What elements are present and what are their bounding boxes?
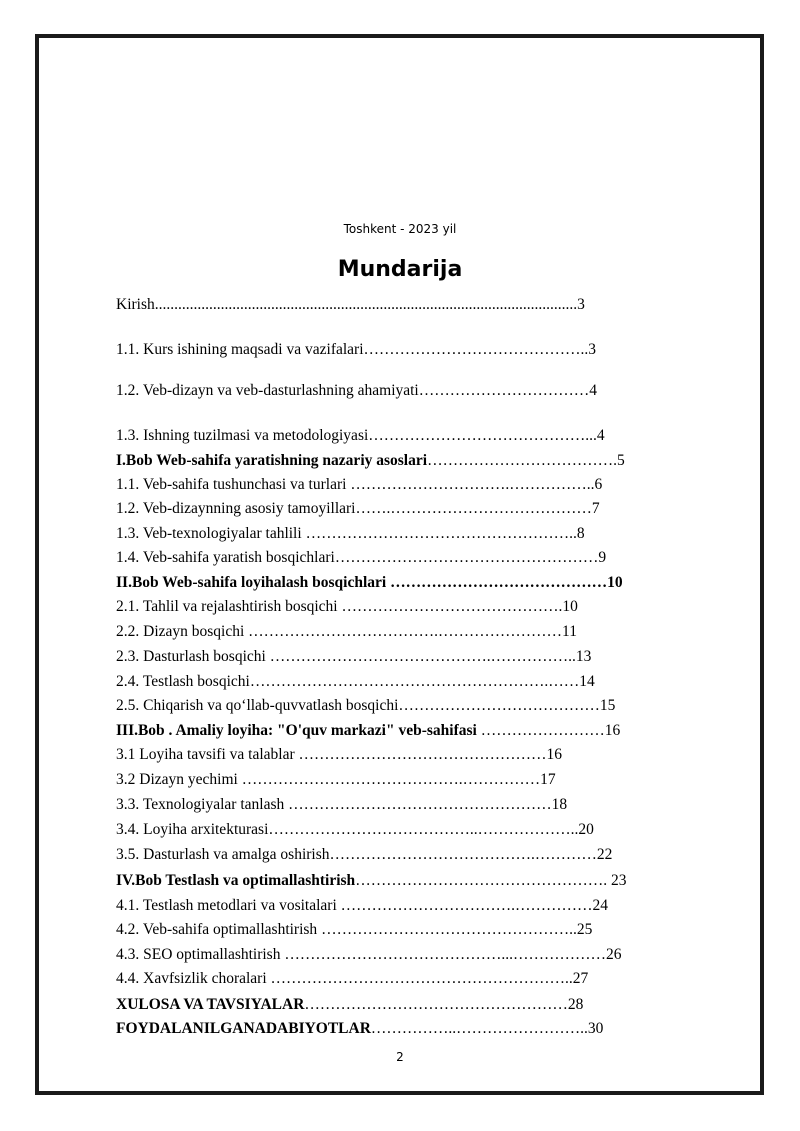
toc-entry: 1.1. Veb-sahifa tushunchasi va turlari ………………………….……………..6 bbox=[116, 476, 603, 493]
toc-entry: 1.2. Veb-dizaynning asosiy tamoyillari…….…………………………………7 bbox=[116, 500, 600, 517]
toc-entry: 2.2. Dizayn bosqichi ……………………………….……………………11 bbox=[116, 623, 577, 640]
toc-entry: 4.2. Veb-sahifa optimallashtirish …………………………………………..25 bbox=[116, 921, 593, 938]
toc-chapter-2: II.Bob Web-sahifa loyihalash bosqichlari ……………………………………10 bbox=[116, 574, 623, 591]
toc-entry: 3.4. Loyiha arxitekturasi…………………………………..………………..20 bbox=[116, 821, 594, 838]
toc-entry-intro: Kirish.............................................................................................................3 bbox=[116, 296, 585, 313]
toc-entry: 3.3. Texnologiyalar tanlash ……………………………………………18 bbox=[116, 796, 568, 813]
toc-conclusion: XULOSA VA TAVSIYALAR……………………………………………28 bbox=[116, 996, 584, 1013]
toc-entry: 2.5. Chiqarish va qo‘llab-quvvatlash bosqichi…………………………………15 bbox=[116, 697, 616, 714]
city-year: Toshkent - 2023 yil bbox=[343, 222, 457, 236]
toc-chapter-3: III.Bob . Amaliy loyiha: "O'quv markazi" veb-sahifasi ……………………16 bbox=[116, 722, 621, 739]
toc-entry: 1.3. Ishning tuzilmasi va metodologiyasi……………………………………...4 bbox=[116, 427, 605, 444]
toc-chapter-1: I.Bob Web-sahifa yaratishning nazariy asoslari……………………………….5 bbox=[116, 452, 625, 469]
toc-entry: 1.3. Veb-texnologiyalar tahlili ……………………………………………..8 bbox=[116, 525, 585, 542]
toc-entry: 4.1. Testlash metodlari va vositalari …………………………….……………24 bbox=[116, 897, 608, 914]
toc-entry: 2.3. Dasturlash bosqichi …………………………………….……………..13 bbox=[116, 648, 592, 665]
toc-entry: 1.1. Kurs ishining maqsadi va vazifalari……………………………………..3 bbox=[116, 341, 597, 358]
page-title: Mundarija bbox=[337, 257, 463, 282]
toc-entry: 3.5. Dasturlash va amalga oshirish………………………………….…………22 bbox=[116, 846, 613, 863]
toc-entry: 3.2 Dizayn yechimi …………………………………….……………17 bbox=[116, 771, 556, 788]
toc-references: FOYDALANILGANADABIYOTLAR……………..……………………..30 bbox=[116, 1020, 604, 1037]
toc-entry: 3.1 Loyiha tavsifi va talablar …………………………………………16 bbox=[116, 746, 562, 763]
toc-entry: 1.4. Veb-sahifa yaratish bosqichlari……………………………………………9 bbox=[116, 549, 607, 566]
toc-chapter-4: IV.Bob Testlash va optimallashtirish…………………………………………. 23 bbox=[116, 872, 627, 889]
toc-entry: 1.2. Veb-dizayn va veb-dasturlashning ahamiyati……………………………4 bbox=[116, 382, 597, 399]
toc-entry: 4.3. SEO optimallashtirish ……………………………………...………………26 bbox=[116, 946, 622, 963]
toc-entry: 2.1. Tahlil va rejalashtirish bosqichi …………………………………….10 bbox=[116, 598, 578, 615]
toc-entry: 4.4. Xavfsizlik choralari …………………………………………………..27 bbox=[116, 970, 589, 987]
toc-entry: 2.4. Testlash bosqichi………………………………………………….……14 bbox=[116, 673, 595, 690]
page-number: 2 bbox=[396, 1050, 404, 1064]
